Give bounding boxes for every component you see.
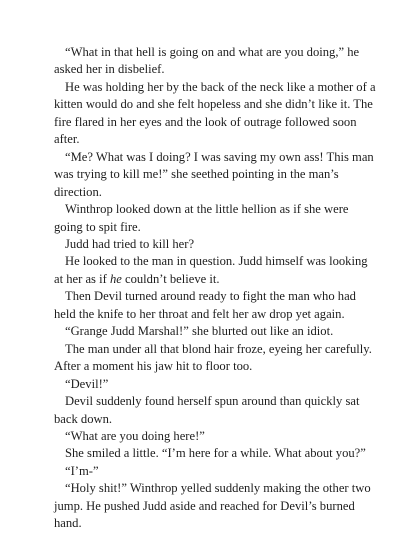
page-text [54, 44, 376, 533]
paragraph: “Me? What was I doing? I was saving my own ass! This man was trying to kill me!” she seethed pointing in the man’s direction. [54, 149, 374, 199]
paragraph: Judd had tried to kill her? [65, 236, 195, 251]
paragraph: “Grange Judd Marshal!” she blurted out like an idiot. [65, 324, 334, 339]
paragraph: The man under all that blond hair froze, eyeing her carefully. After a moment his jaw hit to floor too. [54, 341, 372, 374]
paragraph: Devil suddenly found herself spun around than quickly sat back down. [54, 394, 360, 426]
paragraph: “I’m-” [65, 463, 99, 478]
paragraph: “What are you doing here!” [65, 428, 205, 443]
emphasized-word: he [109, 271, 122, 286]
paragraph: She smiled a little. “I’m here for a while. What about you?” [65, 446, 366, 461]
paragraph: Then Devil turned around ready to fight the man who had held the knife to her throat and felt her aw drop yet again. [54, 289, 356, 321]
paragraph: Winthrop looked down at the little hellion as if she were going to spit fire. [54, 202, 349, 234]
paragraph-text: He looked to the man in question. Judd himself was looking at her as if [54, 254, 368, 286]
paragraph: “What in that hell is going on and what are you doing,” he asked her in disbelief. [54, 45, 360, 77]
paragraph: “Holy shit!” Winthrop yelled suddenly making the other two jump. He pushed Judd aside and reached for Devil’s burned hand. [54, 481, 371, 531]
paragraph [54, 253, 376, 288]
paragraph-text: couldn’t believe it. [121, 271, 220, 286]
paragraph: He was holding her by the back of the neck like a mother of a kitten would do and she felt hopeless and she didn’t like it. The fire flared in her eyes and the look of outrage followed soon after. [54, 79, 376, 147]
paragraph: “Devil!” [65, 376, 109, 391]
